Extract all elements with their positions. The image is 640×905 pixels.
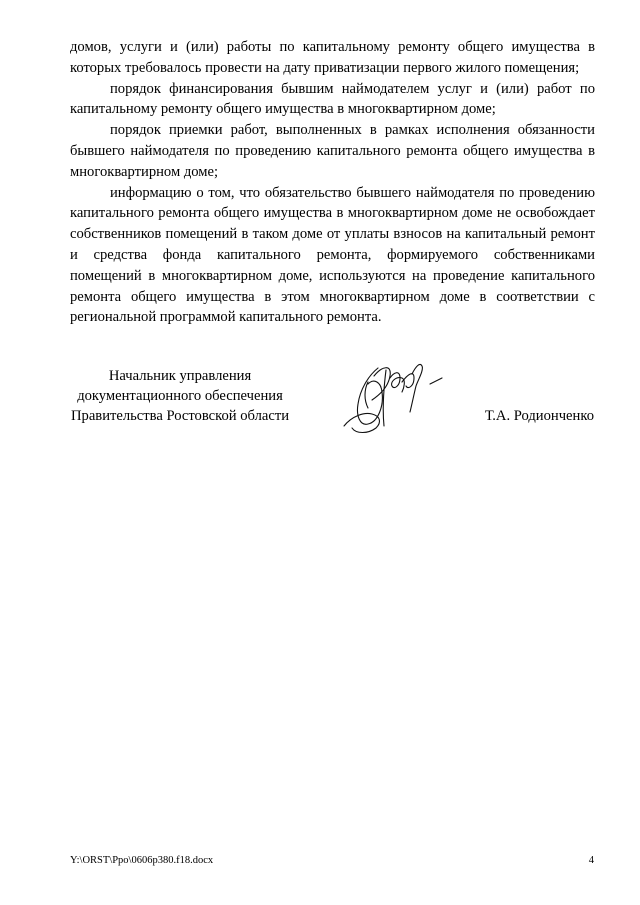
paragraph-4: информацию о том, что обязательство бывшего наймодателя по проведению капитального ремонта общего имущества в многоквартирном доме не освобождает собственников помещений в таком доме от уплаты взносов на капитальный ремонт и средства фонда капитального ремонта, формируемого собственниками помещений в многоквартирном доме, используются на проведение капитального ремонта общего имущества в этом многоквартирном доме в соответствии с региональной программой капитального ремонта. [70, 184, 595, 326]
signatory-title [60, 366, 300, 426]
signatory-title-line-2: документационного обеспечения [77, 388, 283, 404]
signature-block [60, 366, 600, 446]
document-body [70, 37, 595, 328]
footer-file-path: Y:\ORST\Ppo\0606p380.f18.docx [70, 855, 214, 866]
signatory-title-line-1: Начальник управления [108, 368, 252, 384]
signatory-title-line-3: Правительства Ростовской области [70, 408, 290, 424]
paragraph-2: порядок финансирования бывшим наймодателем услуг и (или) работ по капитальному ремонту общего имущества в многоквартирном доме; [70, 80, 595, 118]
footer-page-number: 4 [588, 855, 594, 866]
paragraph-3: порядок приемки работ, выполненных в рамках исполнения обязанности бывшего наймодателя по проведению капитального ремонта общего имущества в многоквартирном доме; [70, 122, 595, 180]
signatory-name: Т.А. Родионченко [484, 408, 594, 424]
handwritten-signature [338, 356, 450, 438]
paragraph-1: домов, услуги и (или) работы по капитальному ремонту общего имущества в которых требовалось провести на дату приватизации первого жилого помещения; [70, 39, 595, 76]
